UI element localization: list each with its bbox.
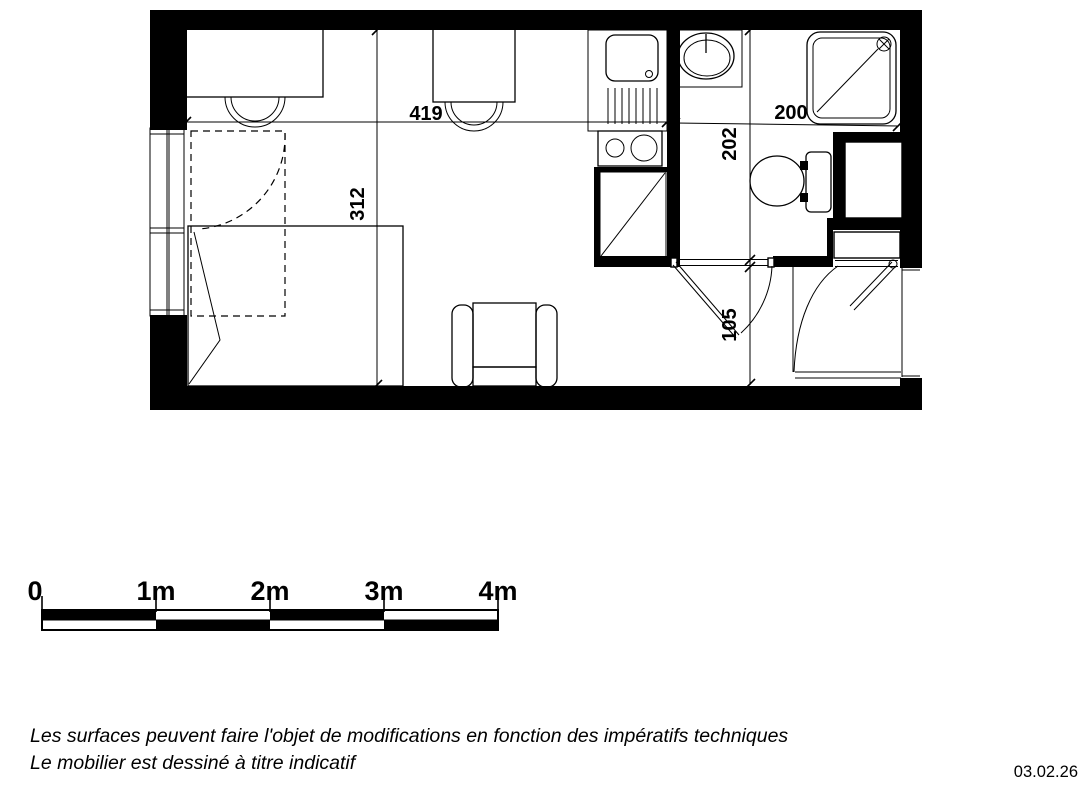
wall-bottom xyxy=(150,386,922,410)
burner-small xyxy=(606,139,624,157)
desk-1-top xyxy=(186,29,323,97)
scale-segment xyxy=(156,620,270,630)
chair-1-inner xyxy=(231,97,279,121)
toilet-hinge-bottom xyxy=(800,193,808,202)
shaft-upper-left xyxy=(833,132,845,230)
drainboard xyxy=(608,88,657,124)
desk-1 xyxy=(186,29,323,127)
shower-diagonal xyxy=(817,49,878,112)
bath-door-swing-arc xyxy=(741,266,772,333)
toilet-hinge-top xyxy=(800,161,808,170)
cabinet-left-edge xyxy=(594,167,600,263)
fold-down-panel-dashed xyxy=(191,131,285,316)
duct-shaft-upper xyxy=(845,142,902,218)
dim-label-105: 105 xyxy=(719,308,741,342)
entry-door xyxy=(793,260,920,378)
note-line-1: Les surfaces peuvent faire l'objet de modifications en fonction des impératifs techniques xyxy=(30,725,789,747)
scale-label-2m: 2m xyxy=(250,576,290,606)
shaft-lower-left xyxy=(827,218,833,258)
shower-tray-inner xyxy=(813,38,890,118)
duct-shaft-lower xyxy=(834,232,900,258)
entry-door-swing-arc xyxy=(794,266,838,372)
dimensions xyxy=(181,25,903,390)
armchair-back xyxy=(473,303,536,367)
scale-bar xyxy=(27,576,517,630)
kitchenette xyxy=(588,30,667,257)
fold-panel-outline xyxy=(191,131,285,316)
scale-segment xyxy=(384,620,498,630)
sink-drain xyxy=(646,71,653,78)
toilet-bowl xyxy=(750,156,804,206)
armchair-armrest-left xyxy=(452,305,473,387)
washbasin-inner xyxy=(684,40,730,76)
armchair xyxy=(452,303,557,387)
wall-left-upper xyxy=(150,10,187,130)
scale-label-1m: 1m xyxy=(136,576,176,606)
tall-cabinet-diagonal xyxy=(601,173,665,256)
burner-large xyxy=(631,135,657,161)
window xyxy=(150,128,184,316)
fold-panel-swing-arc xyxy=(199,133,285,229)
dim-label-312: 312 xyxy=(347,187,369,221)
bath-door-jamb-right xyxy=(768,258,774,267)
kitchen-sink xyxy=(606,35,658,81)
window-outer-frame xyxy=(150,128,167,316)
shaft-divider xyxy=(827,218,922,230)
toilet-tank xyxy=(806,152,831,212)
dim-label-419: 419 xyxy=(409,103,443,125)
note-line-2: Le mobilier est dessiné à titre indicatif xyxy=(30,752,356,774)
plan-date: 03.02.26 xyxy=(1013,763,1078,781)
entry-door-leaf xyxy=(850,262,892,306)
wall-top xyxy=(150,10,922,30)
window-inner-frame xyxy=(169,128,184,316)
bed-blanket-fold xyxy=(189,232,220,384)
bed xyxy=(188,226,403,386)
bed-outline xyxy=(188,226,403,386)
armchair-cushion xyxy=(473,367,536,386)
wall-bath-entry xyxy=(773,256,833,267)
dim-label-200: 200 xyxy=(774,102,808,124)
cooktop xyxy=(598,131,662,166)
scale-segment xyxy=(270,610,384,620)
desk-2-top xyxy=(433,29,515,102)
desk-2 xyxy=(433,29,515,131)
wall-left-lower xyxy=(150,315,187,410)
shower-drain xyxy=(877,37,891,51)
scale-label-0: 0 xyxy=(27,576,43,606)
scale-label-4m: 4m xyxy=(478,576,518,606)
dim-label-202: 202 xyxy=(719,127,741,161)
scale-segment xyxy=(42,610,156,620)
scale-label-3m: 3m xyxy=(364,576,404,606)
entry-door-leaf xyxy=(854,266,896,310)
cabinet-top-edge xyxy=(594,167,668,172)
armchair-armrest-right xyxy=(536,305,557,387)
wall-under-cabinet xyxy=(594,256,680,267)
chair-2 xyxy=(445,102,503,131)
